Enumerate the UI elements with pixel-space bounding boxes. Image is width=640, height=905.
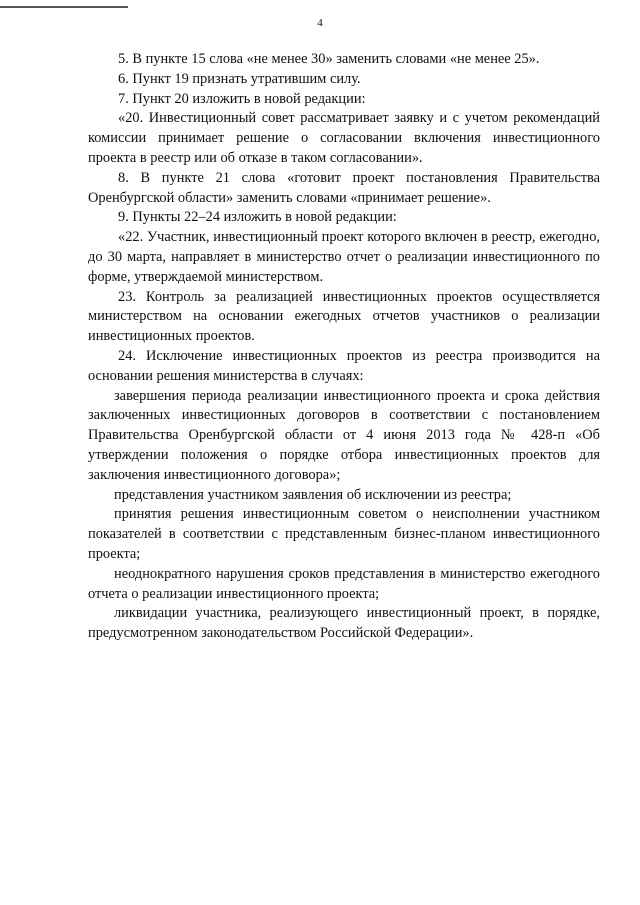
paragraph-item-7: 7. Пункт 20 изложить в новой редакции: <box>118 90 366 107</box>
exclusion-case-application: представления участником заявления об исключении из реестра; <box>114 486 512 503</box>
page-number: 4 <box>317 17 323 29</box>
paragraph-point-20: «20. Инвестиционный совет рассматривает заявку и с учетом рекомендаций комиссии принимает решение о согласовании включения инвестиционного проекта в реестр или об отказе в таком согласовании». <box>88 110 600 166</box>
exclusion-case-liquidation: ликвидации участника, реализующего инвестиционный проект, в порядке, предусмотренном законодательством Российской Федерации». <box>88 605 600 642</box>
exclusion-case-nonfulfillment: принятия решения инвестиционным советом о неисполнении участником показателей в соответствии с представленным бизнес-планом инвестиционного проекта; <box>88 506 600 562</box>
exclusion-case-reporting-violation: неоднократного нарушения сроков представления в министерство ежегодного отчета о реализации инвестиционного проекта; <box>88 565 600 602</box>
exclusion-case-completion: завершения периода реализации инвестиционного проекта и срока действия заключенных инвестиционных договоров в соответствии с постановлением Правительства Оренбургской области от 4 июня 2013 года № 428-п «Об утверждении положения о порядке отбора инвестиционных проектов для заключения инвестиционного договора»; <box>88 387 600 483</box>
header-rule <box>0 6 128 8</box>
document-body <box>88 50 600 644</box>
paragraph-point-23: 23. Контроль за реализацией инвестиционных проектов осуществляется министерством на основании ежегодных отчетов участников о реализации инвестиционных проектов. <box>88 288 600 345</box>
paragraph-point-22: «22. Участник, инвестиционный проект которого включен в реестр, ежегодно, до 30 марта, направляет в министерство отчет о реализации инвестиционного по форме, утверждаемой министерством. <box>88 229 600 285</box>
paragraph-item-8: 8. В пункте 21 слова «готовит проект постановления Правительства Оренбургской области» заменить словами «принимает решение». <box>88 169 600 206</box>
paragraph-point-24: 24. Исключение инвестиционных проектов из реестра производится на основании решения министерства в случаях: <box>88 347 600 384</box>
paragraph-item-9: 9. Пункты 22–24 изложить в новой редакции: <box>118 209 397 226</box>
paragraph-item-5: 5. В пункте 15 слова «не менее 30» заменить словами «не менее 25». <box>118 51 540 67</box>
paragraph-item-6: 6. Пункт 19 признать утратившим силу. <box>118 70 361 87</box>
